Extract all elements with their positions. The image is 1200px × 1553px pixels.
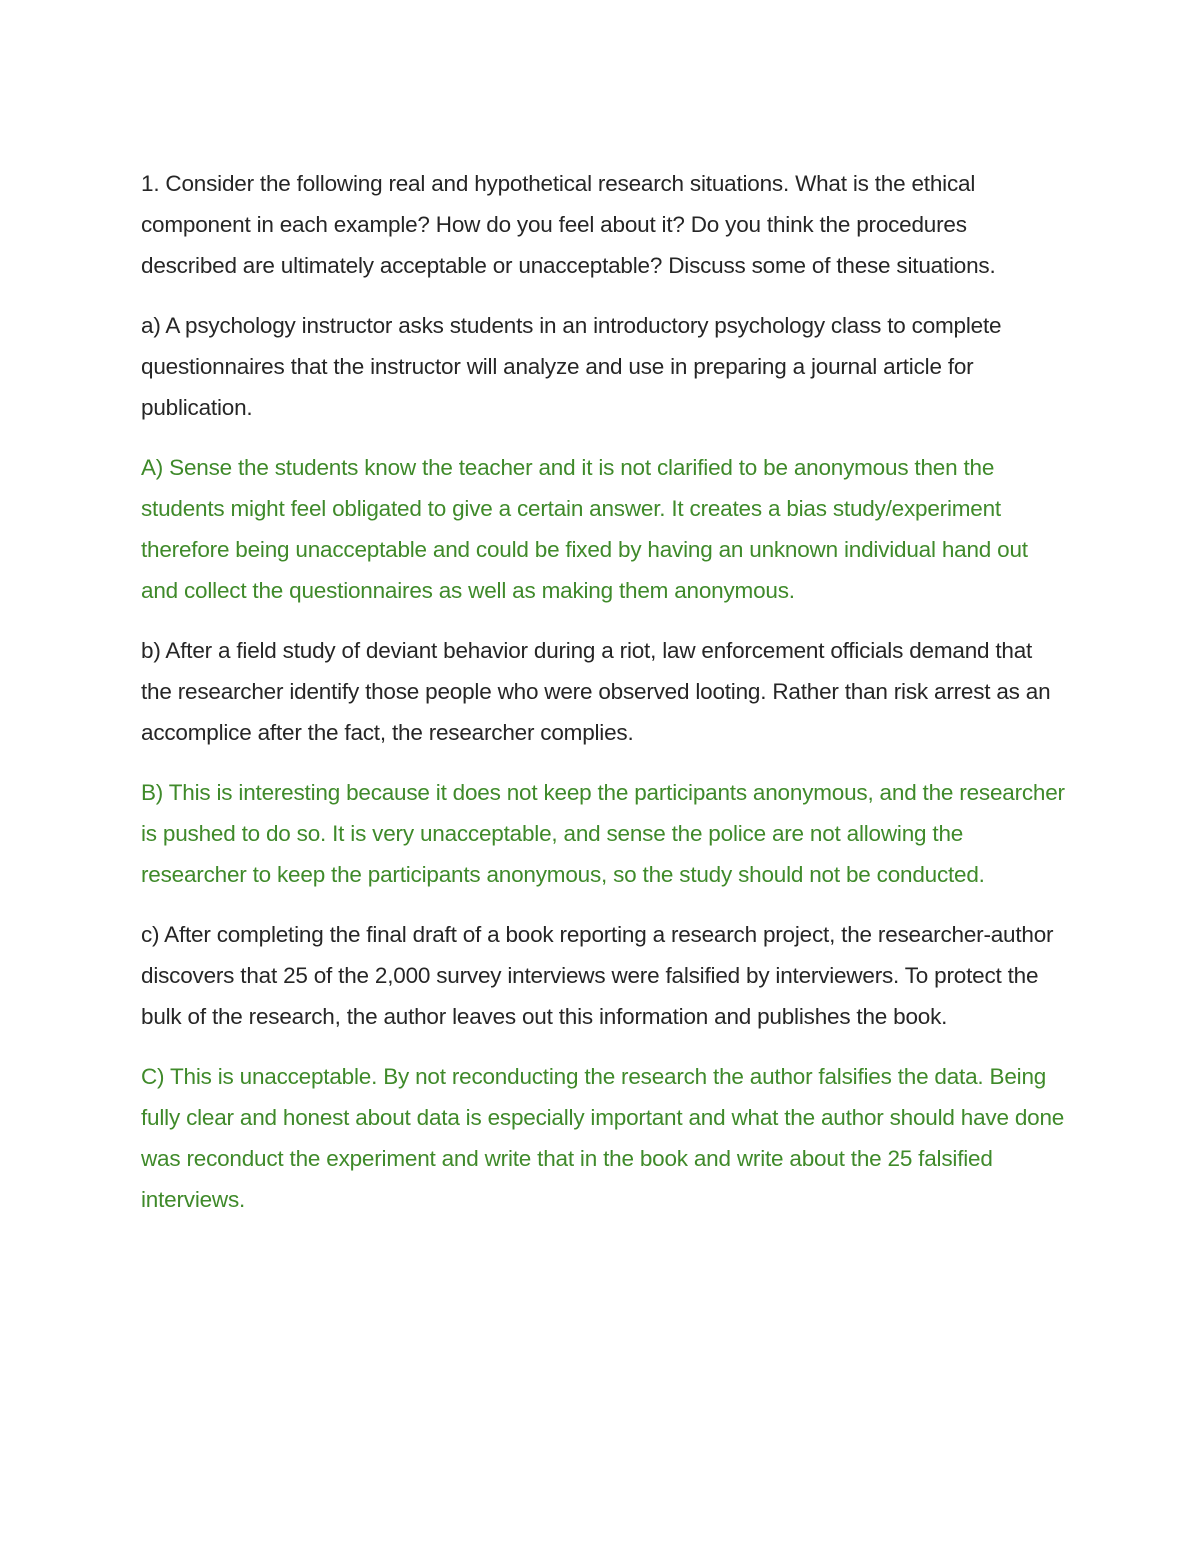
answer-c: C) This is unacceptable. By not reconducting the research the author falsifies the data. Being fully clear and honest about data is especially important and what the author should have done was reconduct the experiment and write that in the book and write about the 25 falsified interviews. xyxy=(141,1064,1065,1212)
answer-b: B) This is interesting because it does not keep the participants anonymous, and the researcher is pushed to do so. It is very unacceptable, and sense the police are not allowing the researcher to keep the participants anonymous, so the study should not be conducted. xyxy=(141,780,1065,887)
document-body xyxy=(141,163,1066,1239)
intro-question: 1. Consider the following real and hypothetical research situations. What is the ethical component in each example? How do you feel about it? Do you think the procedures described are ultimately acceptable or unacceptable? Discuss some of these situations. xyxy=(141,171,996,278)
question-b: b) After a field study of deviant behavior during a riot, law enforcement officials demand that the researcher identify those people who were observed looting. Rather than risk arrest as an accomplice after the fact, the researcher complies. xyxy=(141,638,1051,745)
question-a: a) A psychology instructor asks students in an introductory psychology class to complete questionnaires that the instructor will analyze and use in preparing a journal article for publication. xyxy=(141,313,1002,420)
question-c: c) After completing the final draft of a book reporting a research project, the researcher-author discovers that 25 of the 2,000 survey interviews were falsified by interviewers. To protect the bulk of the research, the author leaves out this information and publishes the book. xyxy=(141,922,1054,1029)
answer-a: A) Sense the students know the teacher and it is not clarified to be anonymous then the students might feel obligated to give a certain answer. It creates a bias study/experiment therefore being unacceptable and could be fixed by having an unknown individual hand out and collect the questionnaires as well as making them anonymous. xyxy=(141,455,1028,603)
